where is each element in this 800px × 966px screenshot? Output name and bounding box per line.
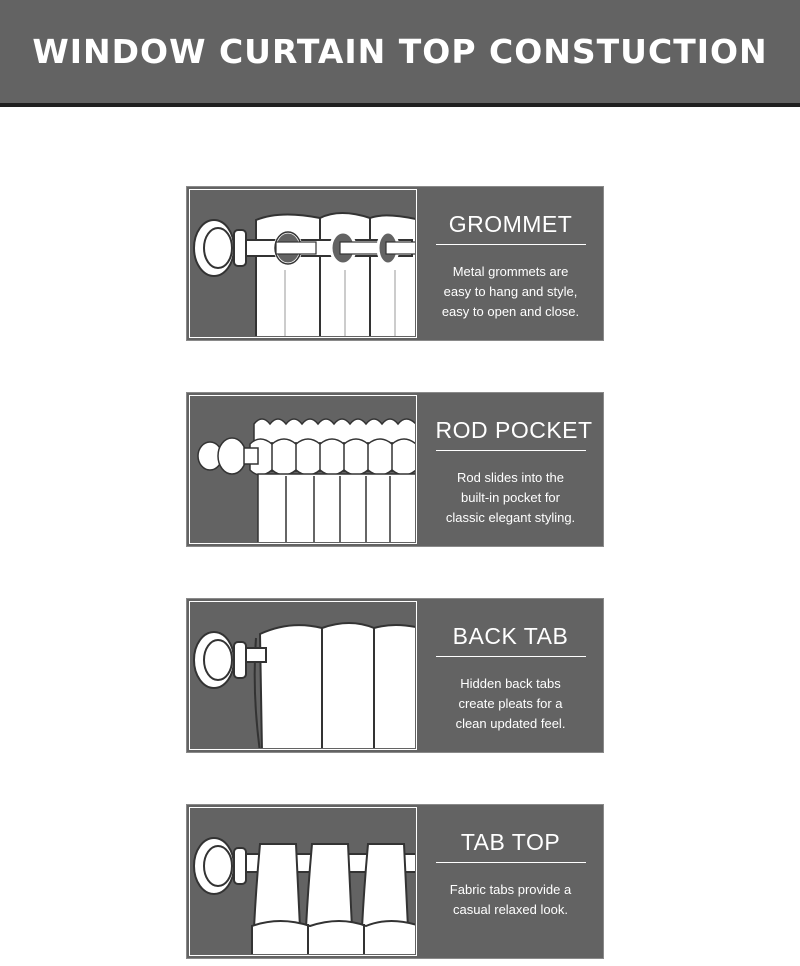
desc-line: classic elegant styling. <box>445 510 576 525</box>
card-tab-top-text <box>418 805 603 958</box>
desc-line: create pleats for a <box>458 696 563 711</box>
desc-line: Fabric tabs provide a <box>449 882 572 897</box>
desc-line: Hidden back tabs <box>460 676 561 691</box>
card-description <box>428 674 593 734</box>
desc-line: built-in pocket for <box>461 490 560 505</box>
tab-top-curtain-icon <box>189 807 417 956</box>
page-header <box>0 0 800 107</box>
card-rod-pocket-text <box>418 393 603 546</box>
card-description <box>428 468 593 528</box>
rod-pocket-curtain-icon <box>189 395 417 544</box>
card-back-tab-text <box>418 599 603 752</box>
card-description <box>428 880 593 920</box>
card-tab-top <box>186 804 604 959</box>
desc-line: Rod slides into the <box>457 470 564 485</box>
desc-line: easy to open and close. <box>441 304 580 319</box>
card-rod-pocket <box>186 392 604 547</box>
card-back-tab <box>186 598 604 753</box>
card-title: ROD POCKET <box>436 417 586 451</box>
card-title: TAB TOP <box>436 829 586 863</box>
desc-line: casual relaxed look. <box>453 902 568 917</box>
page-title: WINDOW CURTAIN TOP CONSTUCTION <box>32 32 768 71</box>
card-grommet-text <box>418 187 603 340</box>
grommet-curtain-icon <box>189 189 417 338</box>
desc-line: Metal grommets are <box>452 264 569 279</box>
card-grommet <box>186 186 604 341</box>
card-title: BACK TAB <box>436 623 586 657</box>
desc-line: clean updated feel. <box>455 716 566 731</box>
card-title: GROMMET <box>436 211 586 245</box>
desc-line: easy to hang and style, <box>443 284 578 299</box>
back-tab-curtain-icon <box>189 601 417 750</box>
card-description <box>428 262 593 322</box>
